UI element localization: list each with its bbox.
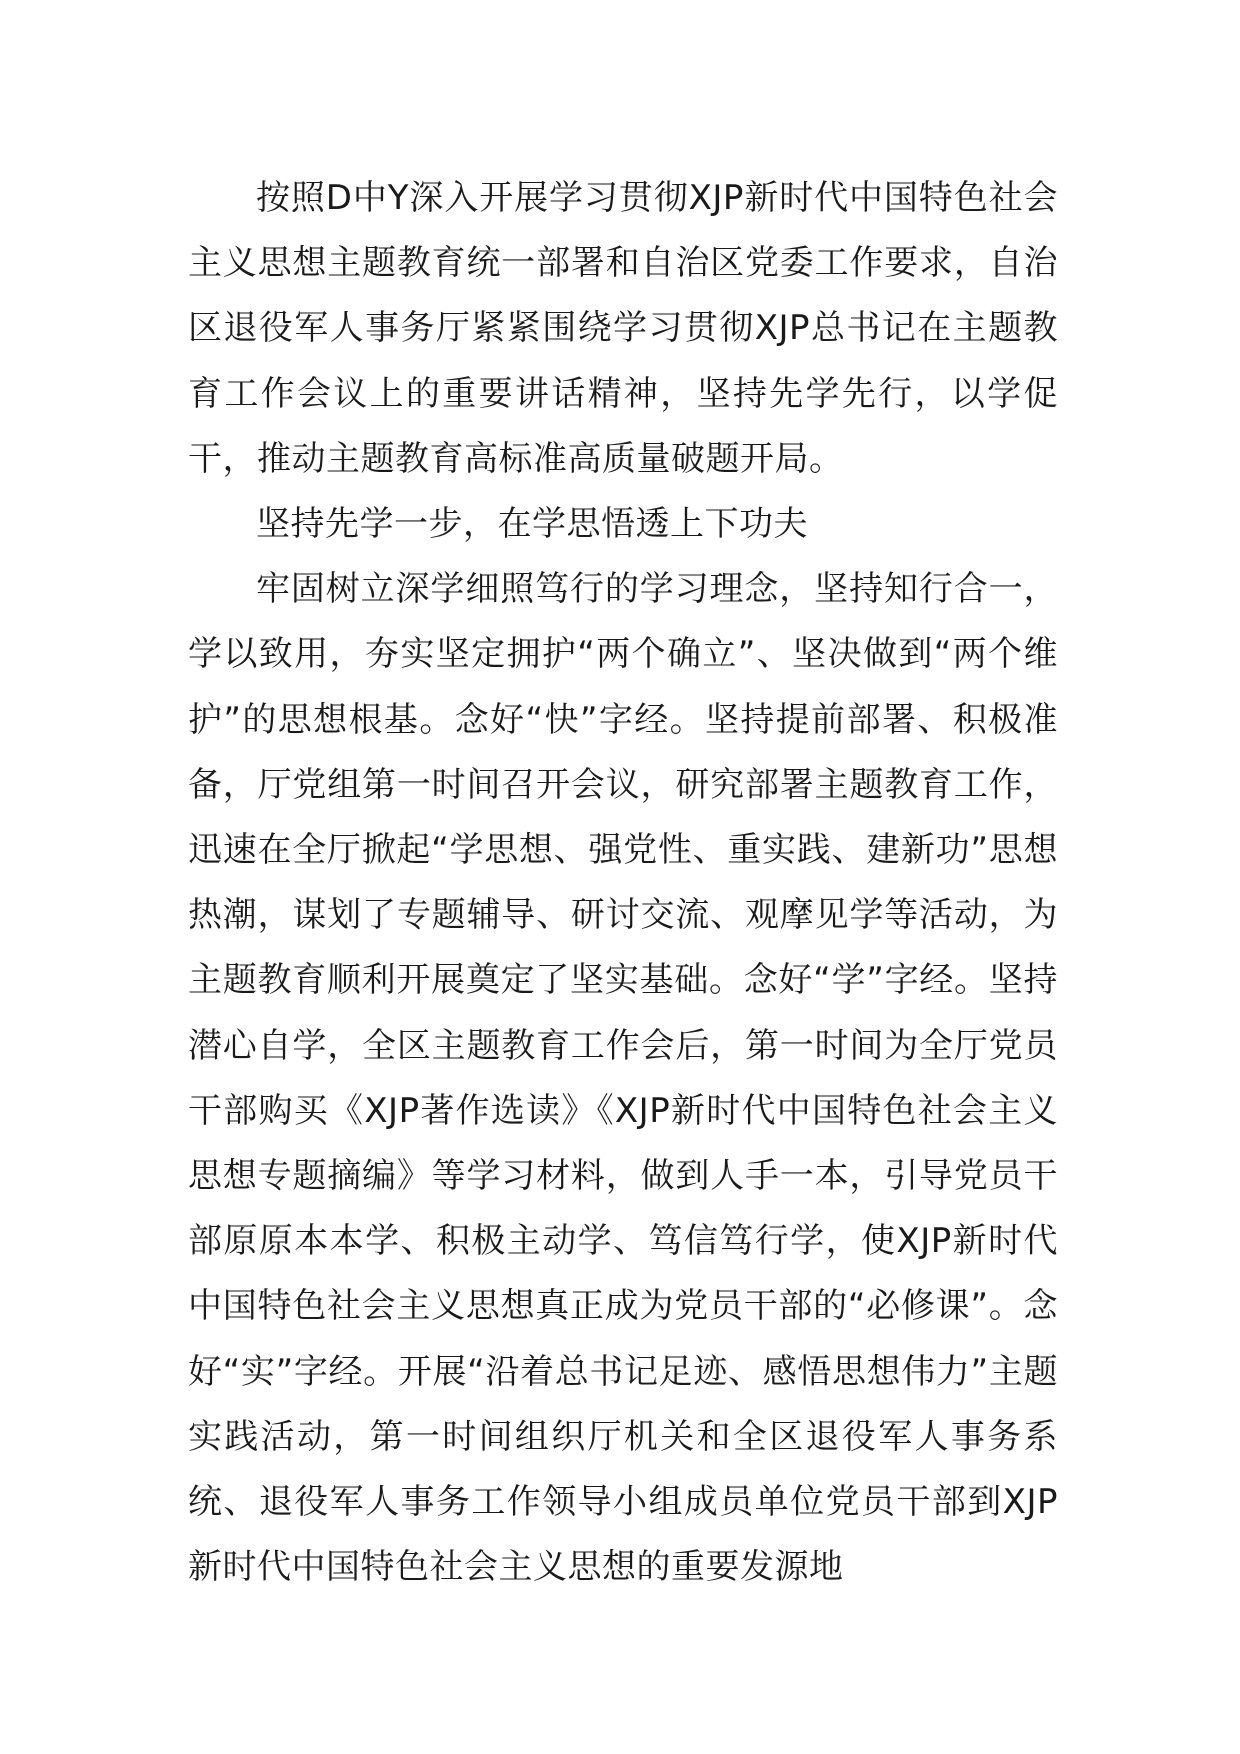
section-heading: 坚持先学一步，在学思悟透上下功夫 <box>256 504 808 545</box>
document-body <box>188 166 1058 1600</box>
body-paragraph: 牢固树立深学细照笃行的学习理念，坚持知行合一，学以致用，夯实坚定拥护“两个确立”、坚决做到“两个维护”的思想根基。念好“快”字经。坚持提前部署、积极准备，厅党组第一时间召开会议，研究部署主题教育工作，迅速在全厅掀起“学思想、强党性、重实践、建新功”思想热潮，谋划了专题辅导、研讨交流、观摩见学等活动，为主题教育顺利开展奠定了坚实基础。念好“学”字经。坚持潜心自学，全区主题教育工作会后，第一时间为全厅党员干部购买《XJP著作选读》《XJP新时代中国特色社会主义思想专题摘编》等学习材料，做到人手一本，引导党员干部原原本本学、积极主动学、笃信笃行学，使XJP新时代中国特色社会主义思想真正成为党员干部的“必修课”。念好“实”字经。开展“沿着总书记足迹、感悟思想伟力”主题实践活动，第一时间组织厅机关和全区退役军人事务系统、退役军人事务工作领导小组成员单位党员干部到XJP新时代中国特色社会主义思想的重要发源地 <box>188 569 1058 1588</box>
intro-paragraph: 按照D中Y深入开展学习贯彻XJP新时代中国特色社会主义思想主题教育统一部署和自治区党委工作要求，自治区退役军人事务厅紧紧围绕学习贯彻XJP总书记在主题教育工作会议上的重要讲话精神，坚持先学先行，以学促干，推动主题教育高标准高质量破题开局。 <box>188 178 1058 479</box>
